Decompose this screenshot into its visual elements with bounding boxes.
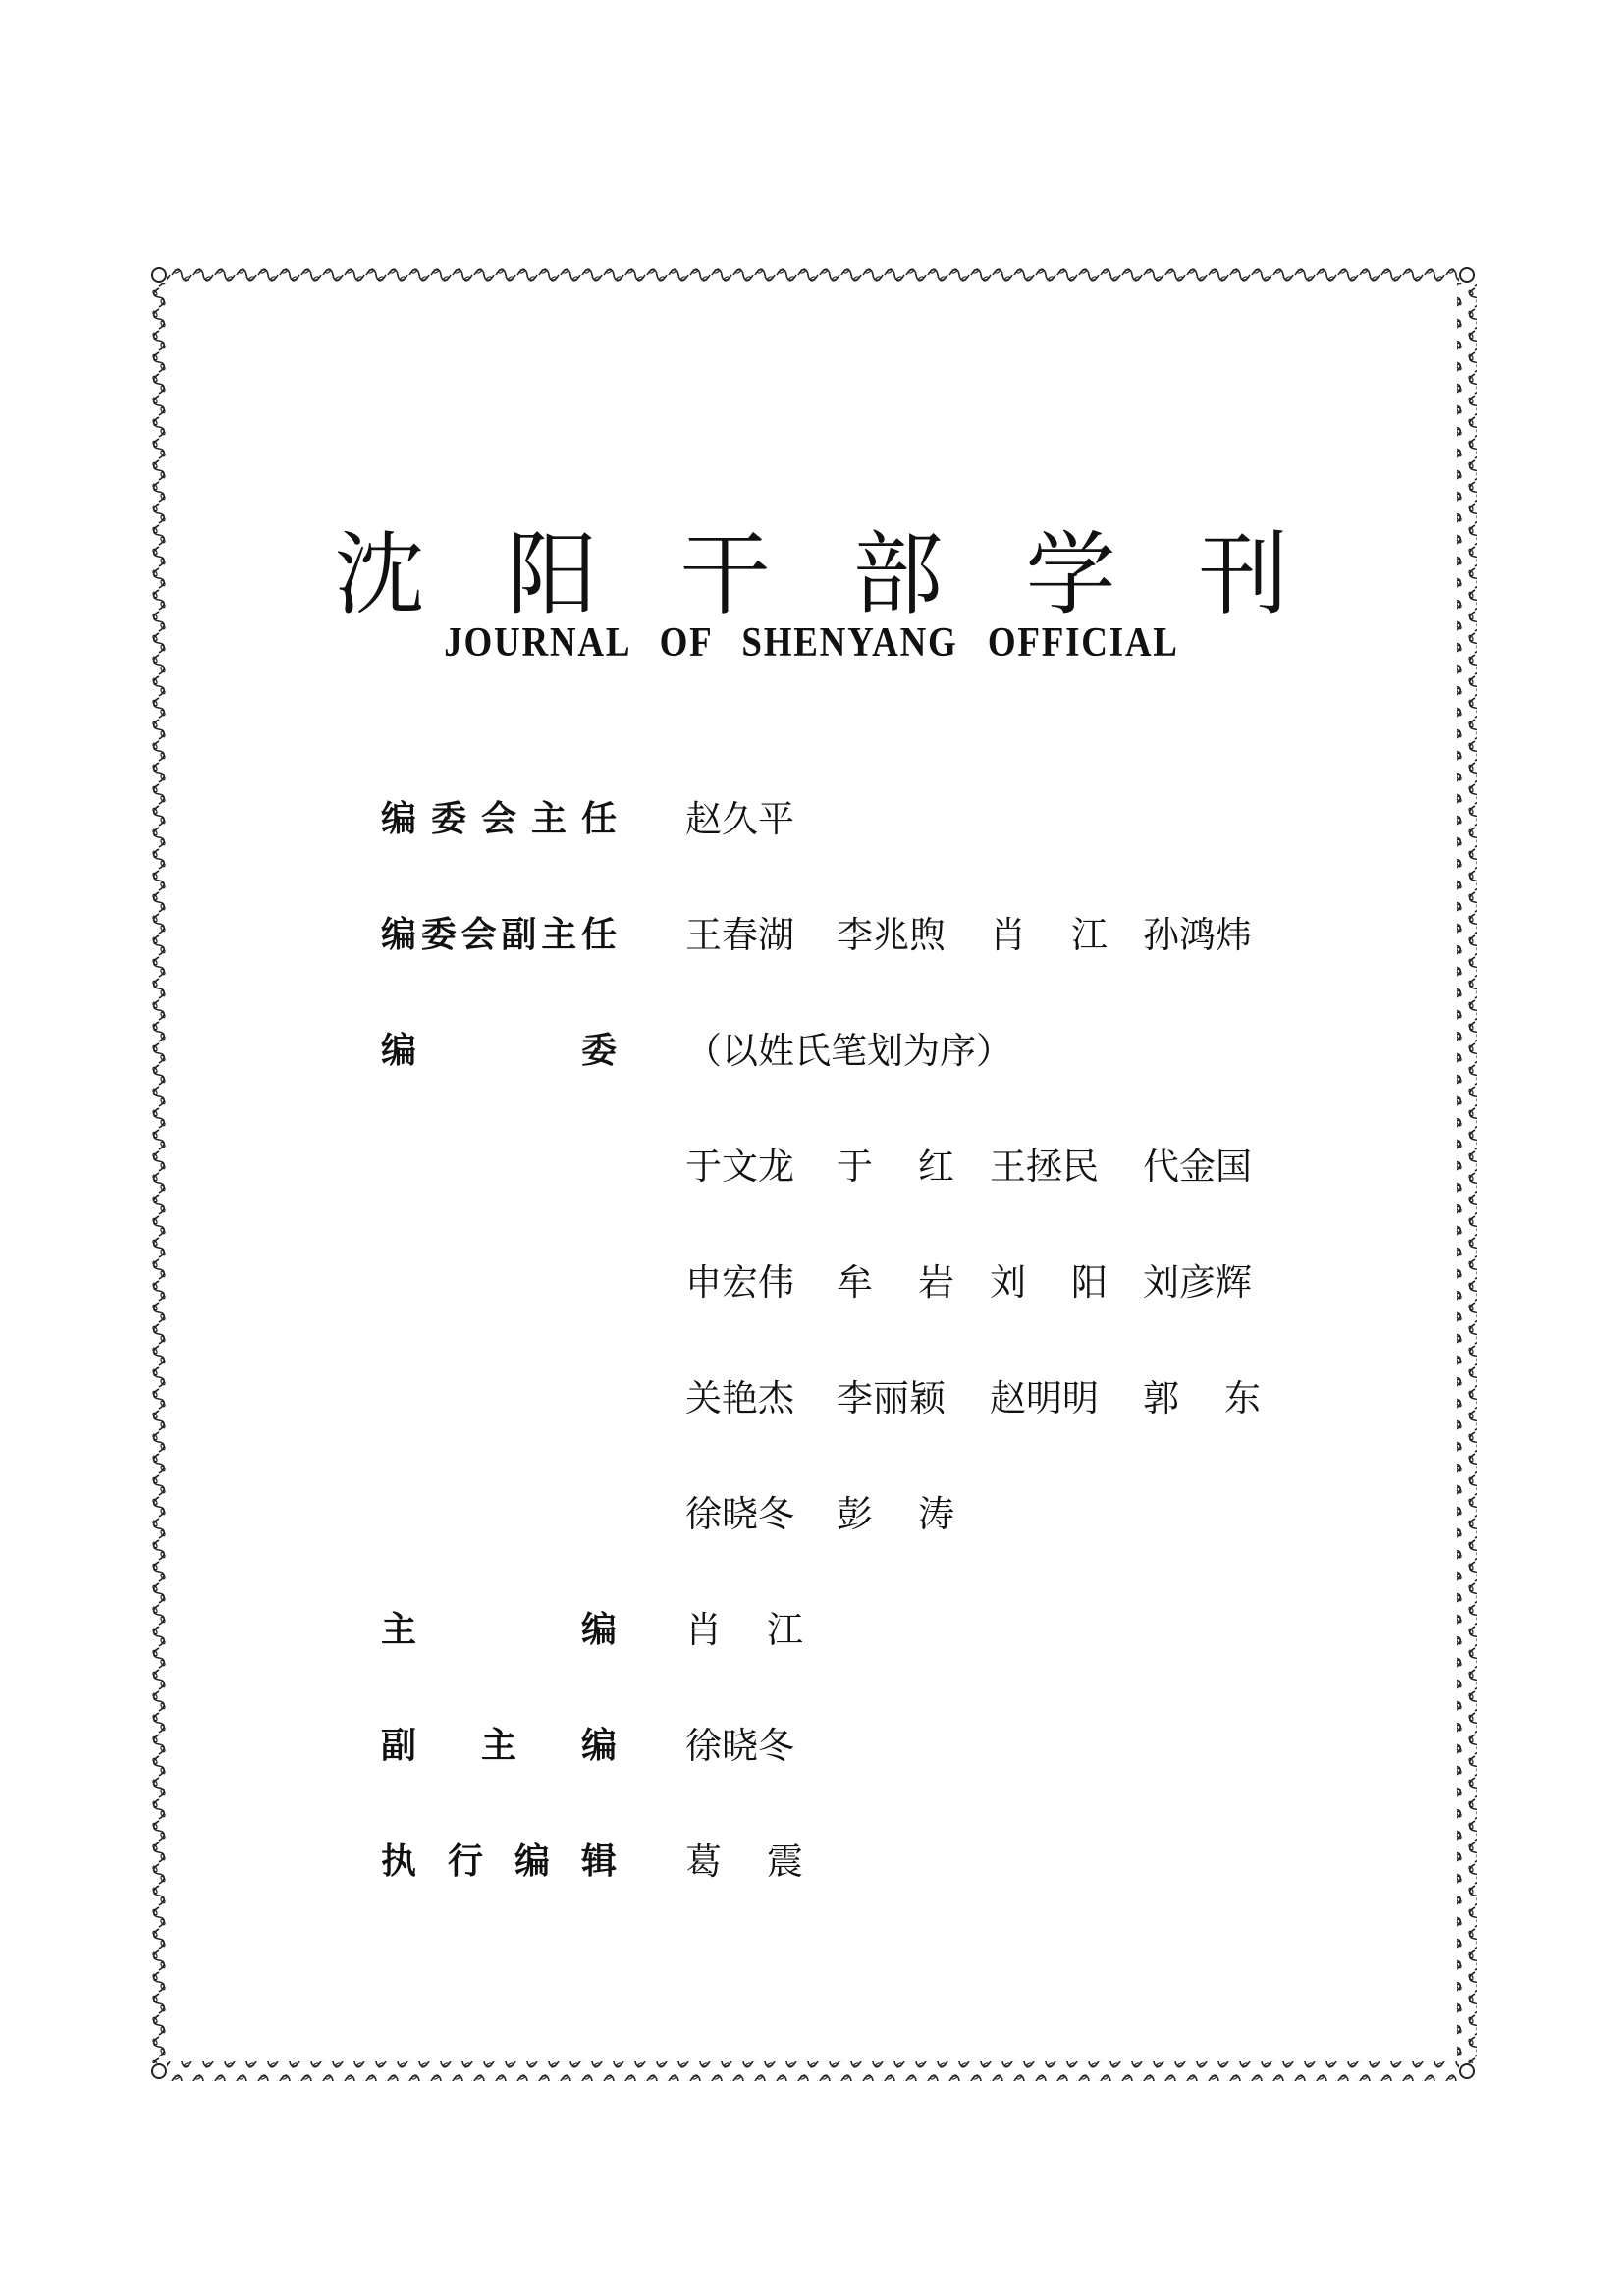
member-name: 彭 涛 <box>837 1493 954 1535</box>
member-name: 于 文 龙 <box>685 1146 794 1188</box>
journal-title: 沈阳干部学刊 <box>334 521 1372 627</box>
member-name: 关 艳 杰 <box>685 1377 794 1419</box>
members-note: （以姓氏笔划为序） <box>685 1030 1012 1072</box>
executive-editor-label: 执 行 编 辑 <box>381 1842 617 1882</box>
director-name: 赵久平 <box>685 798 794 840</box>
deputy-director-name: 孙 鸿 炜 <box>1143 914 1252 956</box>
member-name: 代 金 国 <box>1143 1146 1252 1188</box>
members-label: 编 委 <box>381 1031 617 1071</box>
deputy-director-name: 王 春 湖 <box>685 914 794 956</box>
member-name: 刘 阳 <box>990 1261 1108 1304</box>
deputy-chief-editor-label: 副 主 编 <box>381 1726 617 1766</box>
deputy-chief-editor-name: 徐 晓 冬 <box>685 1725 794 1767</box>
director-label: 编 委 会 主 任 <box>381 799 617 839</box>
member-name: 赵 明 明 <box>990 1377 1099 1419</box>
chief-editor-name: 肖 江 <box>685 1609 803 1651</box>
member-name: 徐 晓 冬 <box>685 1493 794 1535</box>
member-name: 刘 彦 辉 <box>1143 1261 1252 1304</box>
member-name: 申 宏 伟 <box>685 1261 794 1304</box>
member-name: 牟 岩 <box>837 1261 954 1304</box>
member-name: 于 红 <box>837 1146 954 1188</box>
member-name: 李 丽 颖 <box>837 1377 946 1419</box>
executive-editor-name: 葛 震 <box>685 1841 803 1883</box>
deputy-director-name: 李 兆 煦 <box>837 914 946 956</box>
chief-editor-label: 主 编 <box>381 1610 617 1650</box>
member-name: 郭 东 <box>1143 1377 1261 1419</box>
deputy-director-name: 肖 江 <box>990 914 1108 956</box>
deputy-director-label: 编 委 会 副 主 任 <box>381 915 617 955</box>
member-name: 王 拯 民 <box>990 1146 1099 1188</box>
journal-subtitle: JOURNAL OF SHENYANG OFFICIAL <box>444 620 1179 666</box>
